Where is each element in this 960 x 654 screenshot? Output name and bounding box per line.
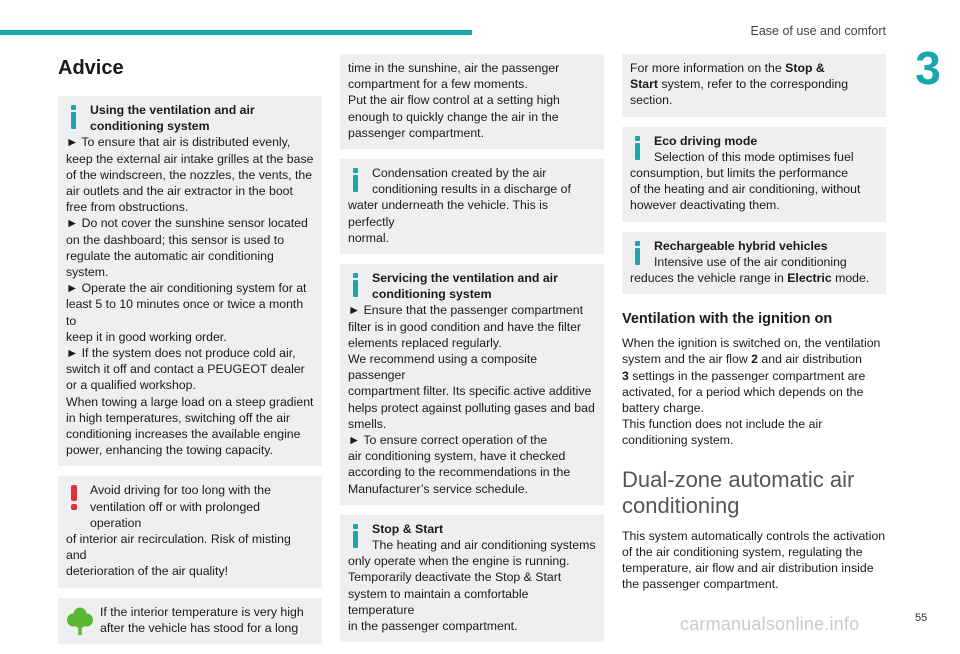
text-line: compartment filter. Its specific active additive: [348, 384, 592, 399]
text-line: keep the external air intake grilles at the base: [66, 151, 314, 166]
bold-span: Electric: [787, 271, 832, 286]
bold-span: 2: [751, 352, 759, 367]
text-line: of interior air recirculation. Risk of misting and: [66, 532, 291, 563]
info-icon: [348, 524, 362, 550]
box-title: Eco driving mode: [654, 133, 758, 148]
text-span: reduces the vehicle range in: [630, 271, 788, 286]
eco-tree-icon: [66, 606, 94, 636]
text-line: battery charge.: [622, 401, 705, 416]
body-lines: [622, 384, 886, 449]
text-line: water underneath the vehicle. This is perfectly: [348, 198, 549, 229]
bold-span: Start: [630, 77, 659, 92]
text-line: free from obstructions.: [66, 200, 189, 215]
text-line: passenger compartment.: [348, 125, 485, 140]
text-line: only operate when the engine is running.: [348, 554, 570, 569]
box-line: If the interior temperature is very high: [100, 604, 304, 619]
text-line: time in the sunshine, air the passenger: [348, 61, 560, 75]
text-line: of the air conditioning system, regulating the: [622, 544, 863, 559]
box-lines: [348, 60, 596, 141]
heading-line: conditioning: [622, 492, 740, 518]
body-lines: [622, 528, 886, 593]
info-box-eco-mode: [622, 127, 886, 222]
dual-zone-heading: [622, 467, 886, 519]
text-line: of the windscreen, the nozzles, the vents, the: [66, 167, 313, 182]
body-line: When the ignition is switched on, the ventilation: [622, 336, 881, 351]
box-title: conditioning system: [90, 119, 210, 134]
box-line: section.: [630, 93, 673, 108]
warning-box-recirculation: [58, 476, 322, 587]
box-line: conditioning results in a discharge of: [372, 182, 571, 197]
text-line: ► If the system does not produce cold air,: [66, 346, 296, 361]
info-icon: [66, 105, 80, 131]
text-line: however deactivating them.: [630, 198, 780, 213]
text-line: Temporarily deactivate the Stop & Start: [348, 570, 562, 585]
text-line: conditioning system.: [622, 433, 734, 448]
box-line: The heating and air conditioning systems: [372, 538, 596, 553]
box-title: Using the ventilation and air: [90, 103, 255, 117]
text-line: ► Operate the air conditioning system for at: [66, 281, 307, 296]
text-line: ► To ensure that air is distributed evenly,: [66, 135, 291, 150]
text-span: For more information on the: [630, 61, 786, 75]
box-lines: [348, 553, 596, 634]
text-line: ► To ensure correct operation of the: [348, 433, 548, 448]
eco-box-high-temperature: [58, 598, 322, 644]
text-line: Put the air flow control at a setting high: [348, 93, 560, 108]
text-line: helps protect against polluting gases and bad: [348, 400, 595, 415]
box-line: Selection of this mode optimises fuel: [654, 149, 854, 164]
box-lines: [348, 302, 596, 496]
info-icon: [630, 136, 644, 162]
text-line: normal.: [348, 230, 390, 245]
text-line: switch it off and contact a PEUGEOT dealer: [66, 362, 305, 377]
text-line: conditioning increases the available engine: [66, 427, 301, 442]
text-line: air conditioning system, have it checked: [348, 449, 566, 464]
info-box-ventilation-usage: [58, 96, 322, 466]
text-line: air outlets and the air extractor in the boot: [66, 184, 293, 199]
text-line: power, enhancing the towing capacity.: [66, 443, 273, 458]
box-lines: [348, 197, 596, 246]
page-number: 55: [915, 612, 928, 624]
text-line: regulate the automatic air conditioning: [66, 248, 274, 263]
bold-span: Stop &: [785, 61, 825, 75]
text-span: mode.: [831, 271, 870, 286]
text-line: Manufacturer’s service schedule.: [348, 481, 528, 496]
text-line: ► Do not cover the sunshine sensor located: [66, 216, 308, 231]
text-line: deterioration of the air quality!: [66, 564, 229, 579]
text-line: This function does not include the air: [622, 417, 823, 432]
chapter-number: 3: [915, 42, 941, 94]
info-box-hybrid: [622, 232, 886, 295]
text-line: compartment for a few moments.: [348, 77, 528, 92]
warning-icon: [67, 485, 81, 511]
box-title: Rechargeable hybrid vehicles: [654, 238, 828, 253]
text-line: activated, for a period which depends on the: [622, 384, 864, 399]
text-line: When towing a large load on a steep gradient: [66, 394, 314, 409]
text-line: smells.: [348, 416, 387, 431]
info-icon: [348, 168, 362, 194]
column-1: [58, 54, 322, 654]
text-line: filter is in good condition and have the filter: [348, 319, 582, 334]
text-span: system, refer to the corresponding: [658, 77, 849, 92]
bold-span: 3: [622, 368, 629, 383]
box-lines: [66, 134, 314, 458]
box-lines: [630, 165, 878, 214]
box-line: Condensation created by the air: [372, 166, 547, 181]
box-line: Avoid driving for too long with the: [90, 483, 271, 498]
box-lines: [66, 531, 314, 580]
text-line: least 5 to 10 minutes once or twice a month to: [66, 297, 304, 328]
watermark: carmanualsonline.info: [680, 614, 860, 634]
text-line: system to maintain a comfortable temperature: [348, 586, 529, 617]
eco-box-continued: [340, 54, 604, 149]
text-line: We recommend using a composite passenger: [348, 352, 538, 383]
box-title: Servicing the ventilation and air: [372, 271, 558, 286]
heading-line: Dual-zone automatic air: [622, 466, 855, 492]
info-box-servicing: [340, 264, 604, 505]
text-line: elements replaced regularly.: [348, 335, 502, 350]
text-span: system and the air flow: [622, 352, 752, 367]
info-box-stop-start-reference: [622, 54, 886, 117]
text-line: of the heating and air conditioning, without: [630, 182, 861, 197]
text-line: on the dashboard; this sensor is used to: [66, 232, 285, 247]
text-span: settings in the passenger compartment are: [628, 368, 866, 383]
text-span: and air distribution: [758, 352, 862, 367]
text-line: the passenger compartment.: [622, 577, 779, 592]
info-box-condensation: [340, 159, 604, 254]
info-icon: [348, 273, 362, 299]
advice-heading: Advice: [58, 57, 124, 79]
text-line: or a qualified workshop.: [66, 378, 196, 393]
box-line: ventilation off or with prolonged operation: [90, 499, 260, 530]
info-icon: [630, 241, 644, 267]
text-line: according to the recommendations in the: [348, 465, 571, 480]
section-title: Ease of use and comfort: [750, 24, 886, 38]
column-3: [622, 54, 886, 592]
text-line: temperature, air flow and air distribution inside: [622, 561, 874, 576]
box-line: Intensive use of the air conditioning: [654, 254, 847, 269]
text-line: in the passenger compartment.: [348, 619, 518, 634]
text-line: keep it in good working order.: [66, 329, 227, 344]
text-line: enough to quickly change the air in the: [348, 109, 559, 124]
text-line: consumption, but limits the performance: [630, 166, 849, 181]
box-line: after the vehicle has stood for a long: [100, 620, 299, 635]
text-line: This system automatically controls the activation: [622, 528, 886, 543]
text-line: ► Ensure that the passenger compartment: [348, 303, 584, 318]
header-accent-bar: [0, 30, 472, 35]
ventilation-heading: Ventilation with the ignition on: [622, 311, 833, 328]
text-line: in high temperatures, switching off the air: [66, 410, 290, 425]
info-box-stop-start: [340, 515, 604, 642]
box-title: conditioning system: [372, 287, 492, 302]
box-title: Stop & Start: [372, 521, 444, 536]
text-line: system.: [66, 265, 109, 280]
column-2: [340, 54, 604, 652]
